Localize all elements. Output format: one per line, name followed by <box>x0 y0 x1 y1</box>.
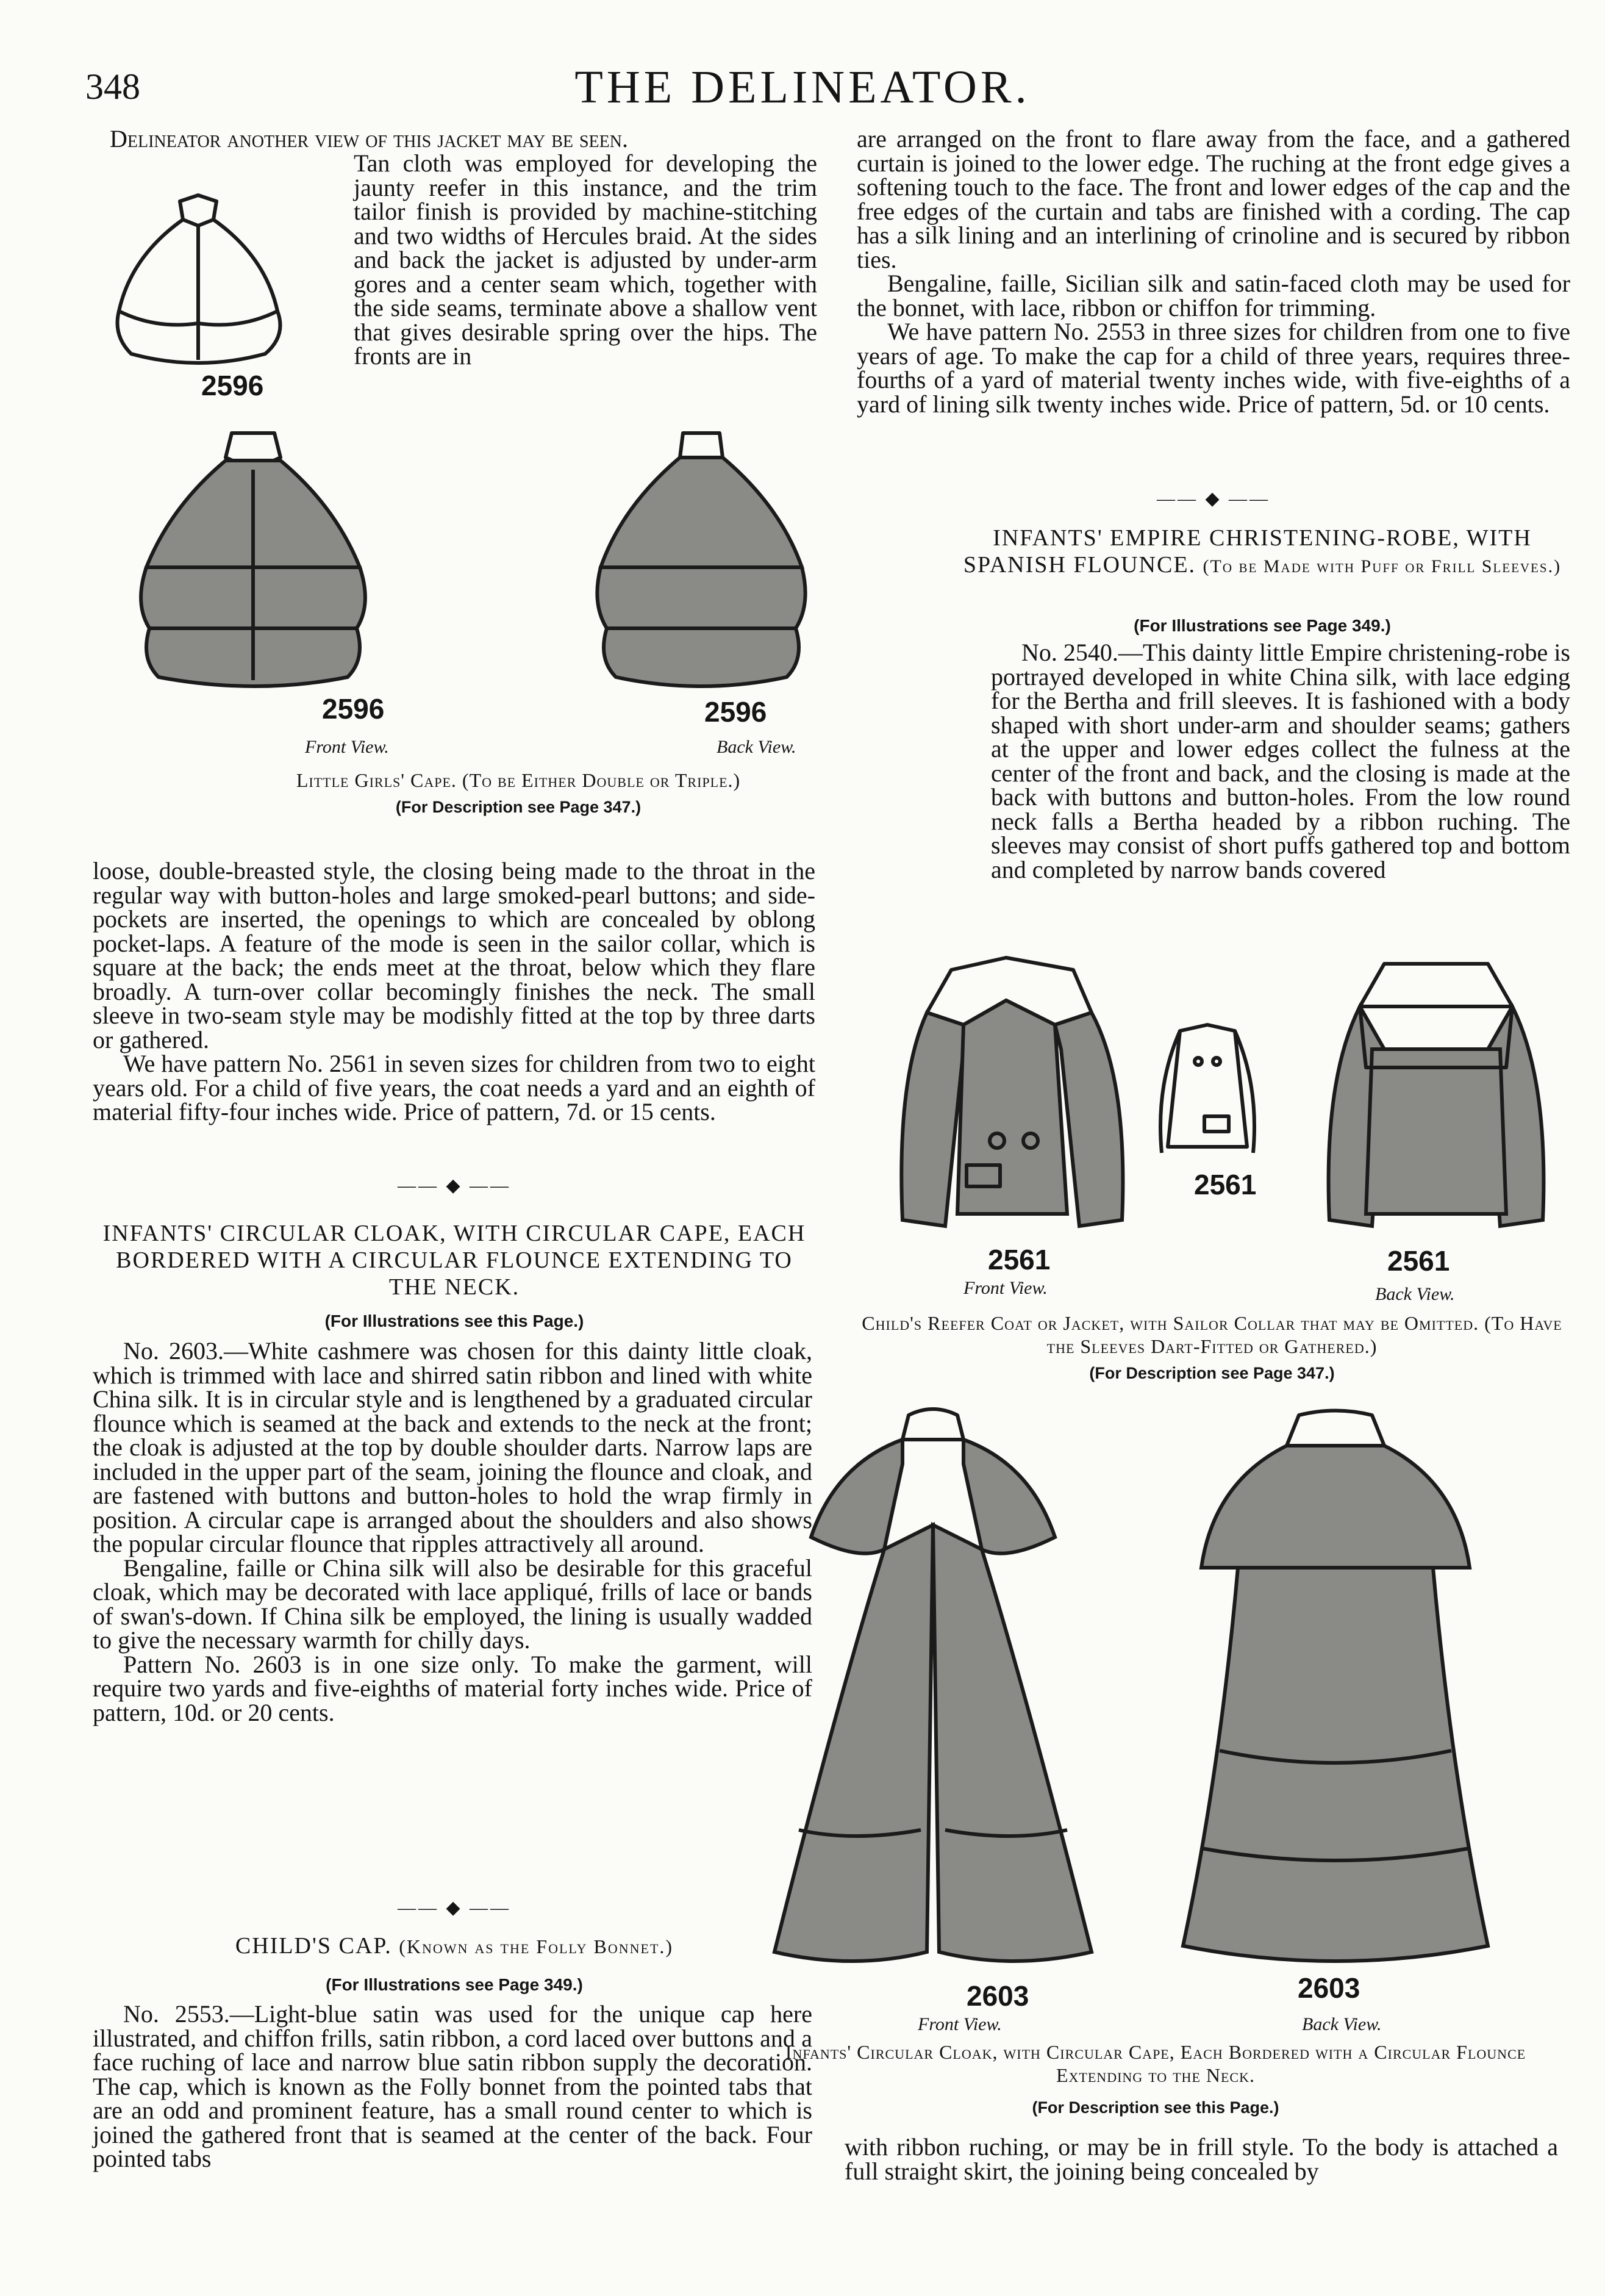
cape-back-number: 2596 <box>704 696 767 728</box>
christening-paragraph: No. 2540.—This dainty little Empire christening-robe is portrayed developed in white China silk, with lace edging for the Bertha and frill sleeves. It is fashioned with a body shaped with short under-arm and shoulder seams; gathers at the upper and lower edges collect the fulness at the center of the front and back, and the closing is made at the back with buttons and button-holes. From the low round neck falls a Bertha headed by a ribbon ruching. The sleeves may consist of short puffs gathered top and bottom and completed by narrow bands covered <box>991 639 1570 883</box>
coat-front-view-label: Front View. <box>963 1278 1048 1298</box>
cape-front-number: 2596 <box>322 693 385 725</box>
section-divider: —— ◆ —— <box>1156 489 1271 509</box>
cape-description-ref: (For Description see Page 347.) <box>395 798 642 816</box>
coat-front-illustration <box>884 958 1140 1244</box>
cape-front-view-label: Front View. <box>305 737 389 757</box>
top-left-body <box>354 151 817 368</box>
cap-continued-paragraph: are arranged on the front to flare away from the face, and a gathered curtain is joined to the lower edge. The ruching at the front edge gives a softening touch to the face. The front and lower edges of the cap and the free edges of the curtain and tabs are finished with a cording. The cap has a silk lining and an interlining of crinoline and is secured by ribbon ties. <box>857 125 1570 273</box>
coat-back-number: 2561 <box>1387 1245 1450 1277</box>
top-left-text <box>110 127 817 151</box>
top-right-text <box>857 127 1570 416</box>
coat-back-illustration <box>1311 958 1561 1244</box>
page-number: 348 <box>85 66 140 107</box>
cloak-paragraph-1: No. 2603.—White cashmere was chosen for this dainty little cloak, which is trimmed with lace and shirred satin ribbon and lined with white China silk. It is in circular style and is lengthened by a graduated circular flounce which is seamed at the back and extends to the neck at the front; the cloak is adjusted at the top by double shoulder darts. Narrow laps are included in the upper part of the seam, joining the flounce and cloak, and are fastened with buttons and button-holes to hold the wrap firmly in position. A circular cape is arranged about the shoulders and also shows the popular circular flounce that ripples attractively all around. <box>93 1337 812 1557</box>
coat-back-view-label: Back View. <box>1375 1284 1455 1304</box>
christening-illustration-ref: (For Illustrations see Page 349.) <box>1134 616 1391 635</box>
cloak-front-number: 2603 <box>967 1980 1029 2012</box>
cap-illustration-ref: (For Illustrations see Page 349.) <box>326 1975 583 1994</box>
cape-back-view-label: Back View. <box>717 737 796 757</box>
cloak-back-illustration <box>1165 1409 1506 1970</box>
christening-text <box>857 640 1570 881</box>
cloak-illustration-ref: (For Illustrations see this Page.) <box>324 1311 584 1330</box>
cloak-description-ref: (For Description see this Page.) <box>1032 2098 1279 2117</box>
cap-materials-paragraph: Bengaline, faille, Sicilian silk and satin-faced cloth may be used for the bonnet, with lace, ribbon or chiffon for trimming. <box>857 270 1570 321</box>
cloak-paragraph-2: Bengaline, faille or China silk will also be desirable for this graceful cloak, which may be decorated with lace appliqué, frills of lace or bands of swan's-down. If China silk be employed, the lining is usually wadded to give the necessary warmth for chilly days. <box>93 1554 812 1654</box>
cape-front-illustration <box>134 427 372 689</box>
cloak-back-number: 2603 <box>1298 1972 1360 2004</box>
christening-heading: INFANTS' EMPIRE CHRISTENING-ROBE, WITH SPANISH FLOUNCE. (To be Made with Puff or Frill Sleeves.) <box>963 525 1562 578</box>
cap-heading: CHILD'S CAP. (Known as the Folly Bonnet.) <box>235 1933 674 1959</box>
section-divider: —— ◆ —— <box>397 1175 512 1196</box>
cape-caption: Little Girls' Cape. (To be Either Double or Triple.) <box>296 769 741 791</box>
cloak-heading: INFANTS' CIRCULAR CLOAK, WITH CIRCULAR CAPE, EACH BORDERED WITH A CIRCULAR FLOUNCE EXTENDING TO THE NECK. <box>102 1221 806 1300</box>
cloak-front-view-label: Front View. <box>918 2014 1002 2034</box>
cap-text <box>93 2002 812 2171</box>
coat-front-number: 2561 <box>988 1244 1051 1275</box>
cloak-front-illustration <box>762 1403 1104 1976</box>
christening-continued-paragraph: with ribbon ruching, or may be in frill style. To the body is attached a full straight skirt, the joining being concealed by <box>845 2133 1558 2185</box>
coat-caption: Child's Reefer Coat or Jacket, with Sailor Collar that may be Omitted. (To Have the Sleeves Dart-Fitted or Gathered.) <box>862 1312 1562 1357</box>
reefer-text <box>93 859 815 1124</box>
cloak-back-view-label: Back View. <box>1302 2014 1382 2034</box>
cape-back-illustration <box>592 427 811 689</box>
reefer-intro-paragraph: Tan cloth was employed for developing the jaunty reefer in this instance, and the trim tailor finish is provided by machine-stitching and two widths of Hercules braid. At the sides and back the jacket is adjusted by under-arm gores and a center seam which, together with the side seams, terminate above a shallow vent that gives desirable spring over the hips. The fronts are in <box>354 149 817 370</box>
reefer-paragraph-1: loose, double-breasted style, the closing being made to the throat in the regular way with button-holes and large smoked-pearl buttons; and side-pockets are inserted, the openings to which are concealed by oblong pocket-laps. A feature of the mode is seen in the sailor collar, which is square at the back; the ends meet at the throat, below which they flare broadly. A turn-over collar becomingly finishes the neck. The small sleeve in two-seam style may be modishly fitted at the top by three darts or gathered. <box>93 857 815 1053</box>
reefer-paragraph-2: We have pattern No. 2561 in seven sizes for children from two to eight years old. For a child of five years, the coat needs a yard and an eighth of material fifty-four inches wide. Price of pattern, 7d. or 15 cents. <box>93 1050 815 1125</box>
coat-description-ref: (For Description see Page 347.) <box>1089 1364 1335 1382</box>
small-cape-illustration <box>107 177 290 384</box>
cap-paragraph-1: No. 2553.—Light-blue satin was used for the unique cap here illustrated, and chiffon frills, satin ribbon, a cord laced over buttons and a face ruching of lace and narrow blue satin ribbon supply the decoration. The cap, which is known as the Folly bonnet from the pointed tabs that are an odd and prominent feature, has a small round center to which is joined the gathered front that is seamed at the center of the back. Four pointed tabs <box>93 2000 812 2172</box>
cloak-text <box>93 1339 812 1724</box>
page-title: THE DELINEATOR. <box>574 62 1031 113</box>
cap-pattern-paragraph: We have pattern No. 2553 in three sizes for children from one to five years of age. To make the cap for a child of three years, requires three-fourths of a yard of material twenty inches wide, with five-eighths of a yard of lining silk twenty inches wide. Price of pattern, 5d. or 10 cents. <box>857 318 1570 418</box>
bottom-right-text <box>845 2135 1558 2183</box>
coat-small-number: 2561 <box>1194 1169 1257 1200</box>
lead-line: Delineator another view of this jacket may be seen. <box>110 125 628 152</box>
cloak-caption: Infants' Circular Cloak, with Circular Cape, Each Bordered with a Circular Flounce Extending to the Neck. <box>785 2041 1526 2086</box>
small-cape-number: 2596 <box>201 370 264 401</box>
section-divider: —— ◆ —— <box>397 1898 512 1918</box>
coat-small-illustration <box>1156 1025 1259 1171</box>
cloak-paragraph-3: Pattern No. 2603 is in one size only. To make the garment, will require two yards and five-eighths of material forty inches wide. Price of pattern, 10d. or 20 cents. <box>93 1650 812 1726</box>
